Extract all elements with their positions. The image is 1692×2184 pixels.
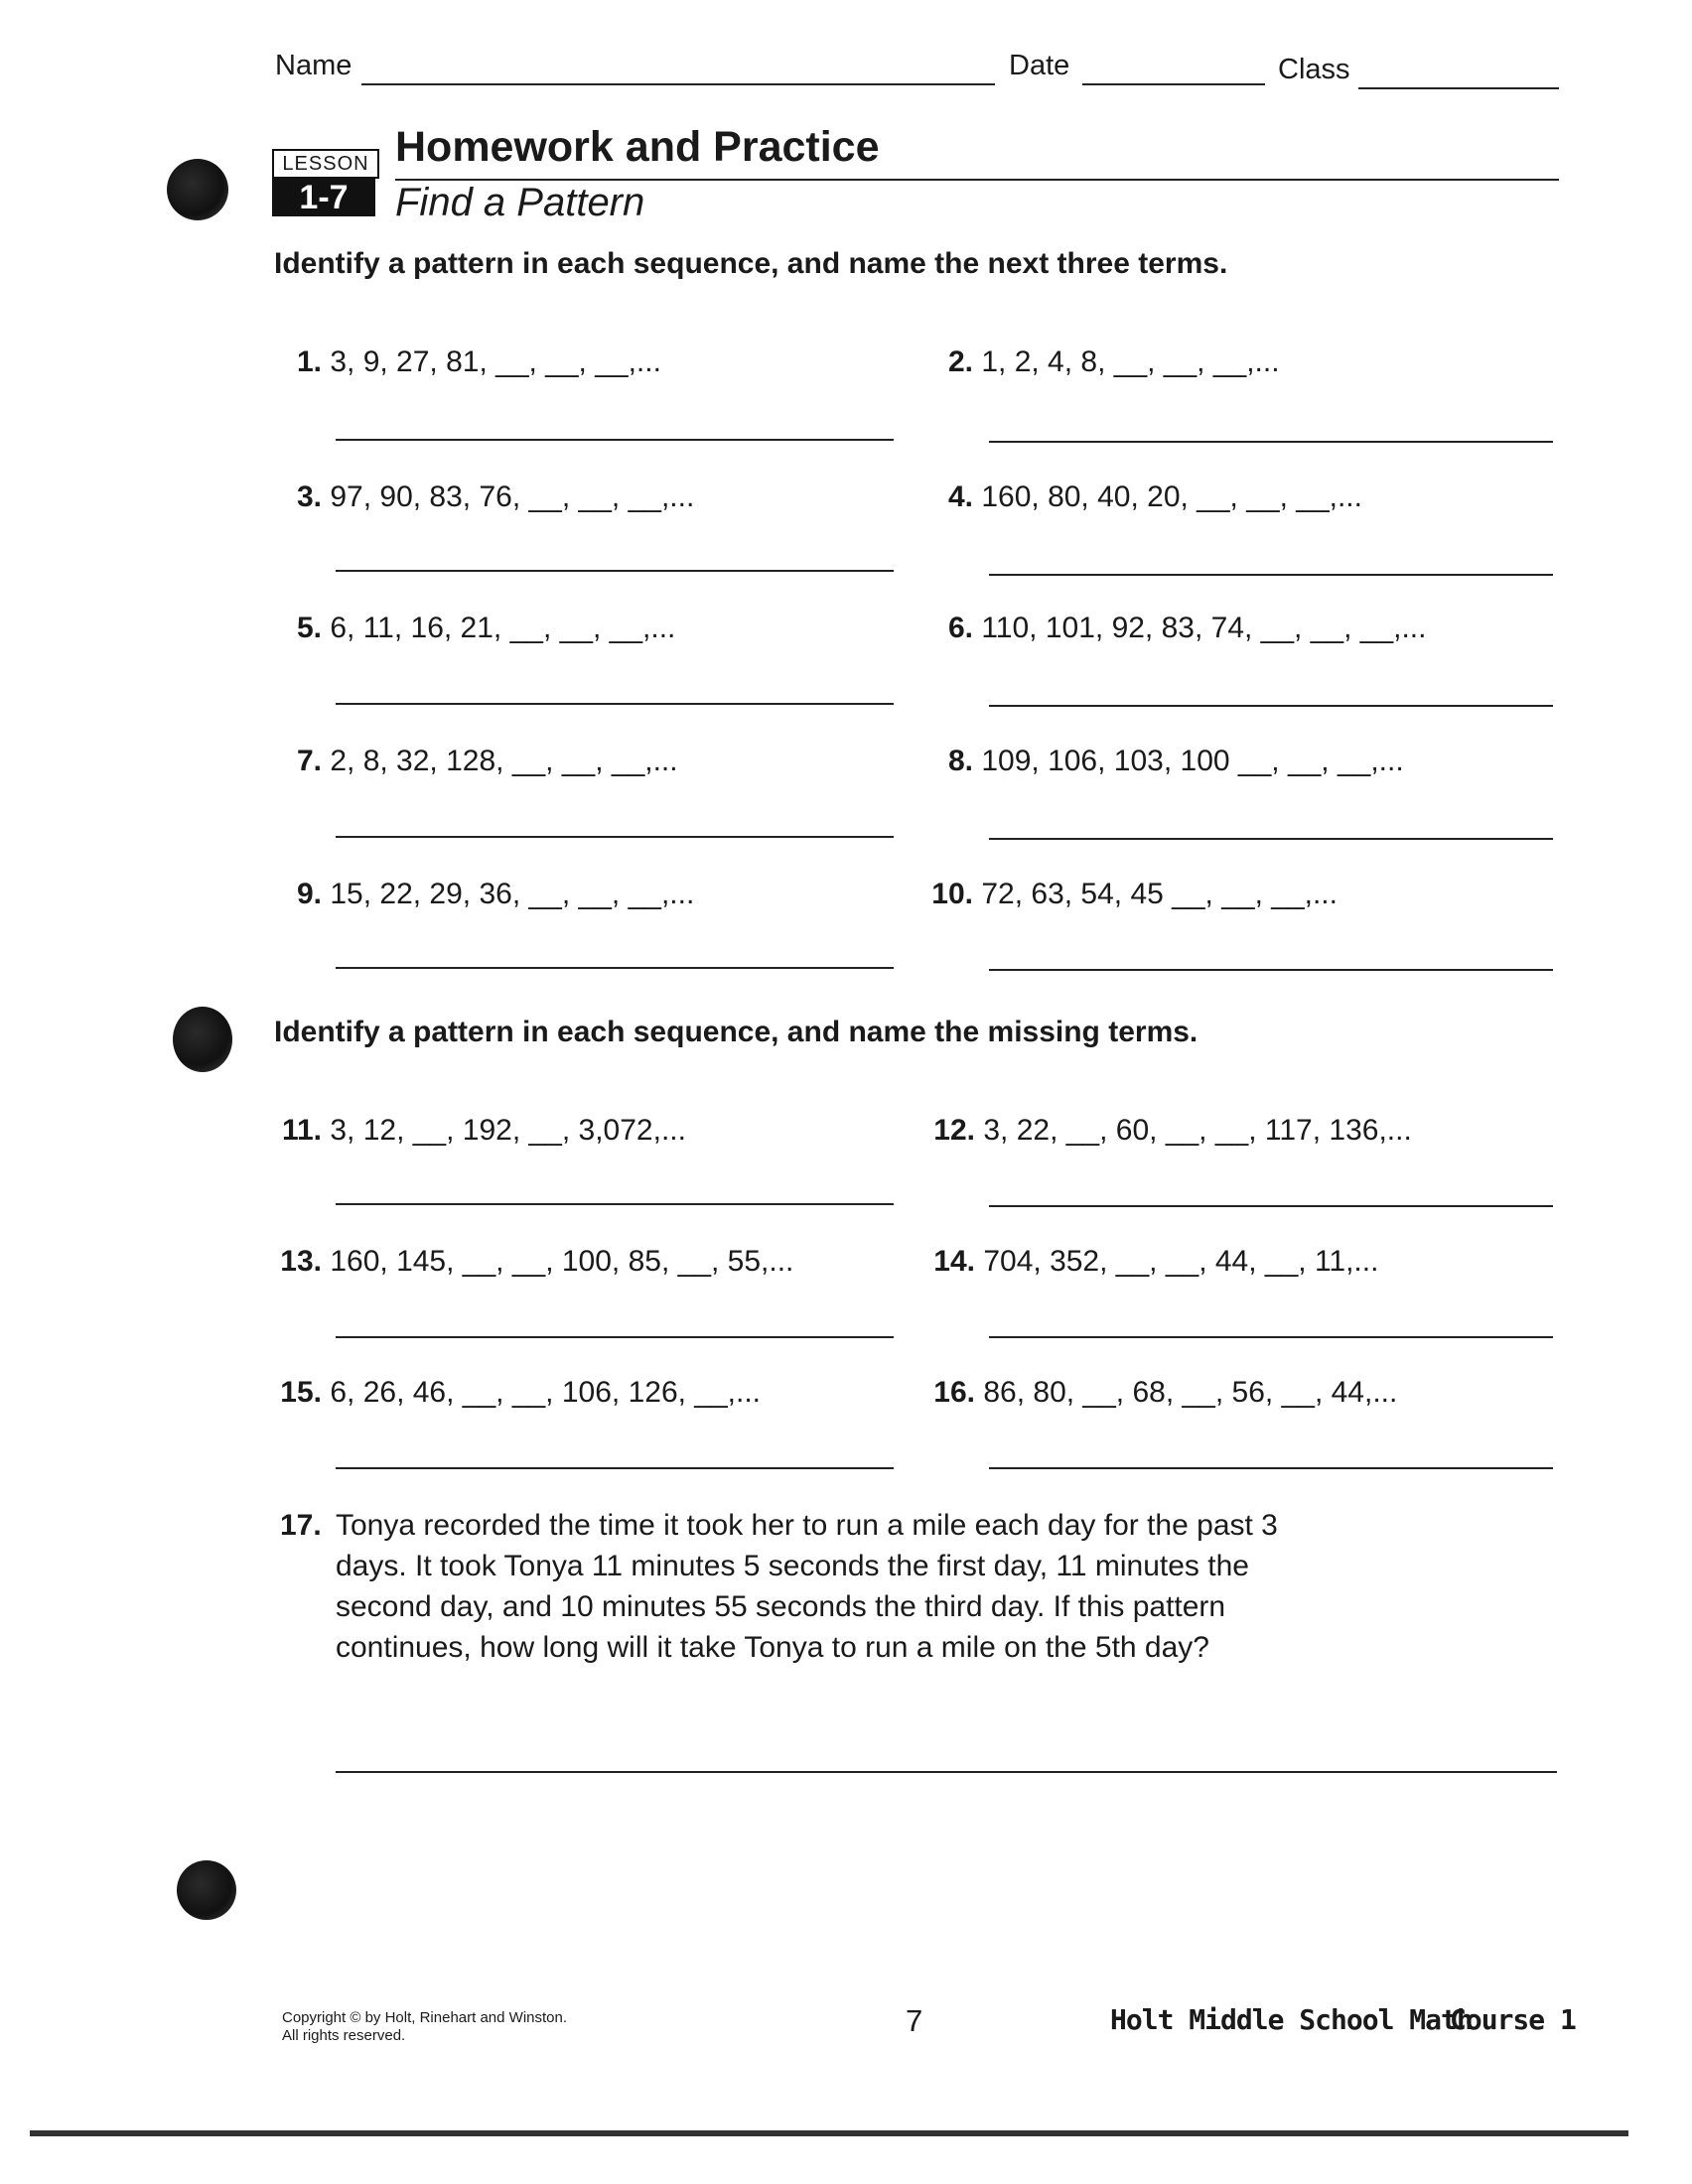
problem-text: 6, 26, 46, __, __, 106, 126, __,... (330, 1376, 762, 1409)
answer-line-7[interactable] (336, 836, 894, 838)
copyright-line-2: All rights reserved. (282, 2027, 406, 2044)
problem-text: 6, 11, 16, 21, __, __, __,... (330, 612, 676, 644)
problem-text: 15, 22, 29, 36, __, __, __,... (330, 878, 695, 910)
problem-number: 15. (280, 1376, 322, 1409)
problem-text: 86, 80, __, 68, __, 56, __, 44,... (983, 1376, 1398, 1409)
problem-number: 7. (296, 745, 322, 777)
problem-number: 5. (296, 612, 322, 644)
page-number: 7 (906, 2003, 923, 2038)
answer-line-2[interactable] (989, 441, 1553, 443)
problem-6 (933, 612, 1426, 645)
page-subtitle: Find a Pattern (395, 181, 645, 224)
problem-text: 160, 80, 40, 20, __, __, __,... (981, 480, 1362, 513)
course-label: Course 1 (1450, 2003, 1576, 2036)
problem-number: 3. (296, 480, 322, 513)
answer-line-3[interactable] (336, 570, 894, 572)
answer-line-11[interactable] (336, 1203, 894, 1205)
problem-number: 12. (933, 1114, 975, 1147)
problem-number: 17. (280, 1509, 322, 1542)
problem-2 (933, 345, 1280, 379)
answer-line-16[interactable] (989, 1467, 1553, 1469)
problem-number: 6. (947, 612, 973, 644)
problem-16 (927, 1376, 1397, 1410)
punch-hole-top (167, 159, 228, 220)
date-field[interactable] (1082, 83, 1265, 85)
class-field[interactable] (1358, 87, 1559, 89)
scan-edge-bar (30, 2130, 1628, 2136)
problem-text: Tonya recorded the time it took her to run a mile each day for the past 3 days. It took Tonya 11 minutes 5 seconds the first day, 11 minutes the second day, and 10 minutes 55 seconds the third day. If this pattern continues, how long will it take Tonya to run a mile on the 5th day? (336, 1509, 1278, 1664)
problem-text: 704, 352, __, __, 44, __, 11,... (983, 1245, 1379, 1278)
problem-15 (274, 1376, 761, 1410)
problem-17 (280, 1505, 1323, 1668)
problem-text: 2, 8, 32, 128, __, __, __,... (330, 745, 678, 777)
answer-line-10[interactable] (989, 969, 1553, 971)
problem-5 (282, 612, 675, 645)
problem-1 (282, 345, 661, 379)
answer-line-12[interactable] (989, 1205, 1553, 1207)
problem-text: 160, 145, __, __, 100, 85, __, 55,... (330, 1245, 794, 1278)
punch-hole-bottom (177, 1860, 236, 1920)
problem-number: 13. (280, 1245, 322, 1278)
date-label: Date (1009, 50, 1070, 81)
answer-line-17[interactable] (336, 1771, 1557, 1773)
problem-text: 109, 106, 103, 100 __, __, __,... (981, 745, 1404, 777)
section2-instruction: Identify a pattern in each sequence, and name the missing terms. (274, 1016, 1198, 1048)
problem-number: 16. (933, 1376, 975, 1409)
copyright (282, 2009, 567, 2045)
section1-instruction: Identify a pattern in each sequence, and name the next three terms. (274, 247, 1228, 280)
problem-7 (282, 745, 678, 778)
problem-text: 110, 101, 92, 83, 74, __, __, __,... (981, 612, 1427, 644)
class-label: Class (1278, 54, 1350, 85)
problem-number: 4. (947, 480, 973, 513)
problem-text: 3, 9, 27, 81, __, __, __,... (330, 345, 661, 378)
problem-text: 3, 22, __, 60, __, __, 117, 136,... (983, 1114, 1412, 1147)
problem-3 (282, 480, 694, 514)
problem-13 (274, 1245, 793, 1279)
punch-hole-middle (173, 1007, 232, 1072)
book-title: Holt Middle School Math (1110, 2003, 1473, 2036)
problem-9 (282, 878, 694, 911)
problem-number: 8. (947, 745, 973, 777)
name-label: Name (275, 50, 352, 81)
page-title: Homework and Practice (395, 123, 880, 171)
problem-number: 11. (281, 1114, 322, 1147)
answer-line-9[interactable] (336, 967, 894, 969)
problem-number: 14. (933, 1245, 975, 1278)
problem-11 (274, 1114, 686, 1148)
answer-line-8[interactable] (989, 838, 1553, 840)
answer-line-13[interactable] (336, 1336, 894, 1338)
problem-text: 97, 90, 83, 76, __, __, __,... (330, 480, 695, 513)
answer-line-14[interactable] (989, 1336, 1553, 1338)
answer-line-4[interactable] (989, 574, 1553, 576)
problem-text: 72, 63, 54, 45 __, __, __,... (981, 878, 1338, 910)
problem-14 (927, 1245, 1378, 1279)
problem-8 (933, 745, 1404, 778)
name-field[interactable] (361, 83, 995, 85)
problem-number: 2. (947, 345, 973, 378)
answer-line-15[interactable] (336, 1467, 894, 1469)
problem-number: 10. (931, 878, 973, 910)
problem-10 (917, 878, 1338, 911)
problem-text: 3, 12, __, 192, __, 3,072,... (330, 1114, 686, 1147)
lesson-badge-label: LESSON (272, 149, 379, 179)
problem-number: 1. (296, 345, 322, 378)
lesson-badge-number: 1-7 (272, 179, 375, 216)
problem-12 (927, 1114, 1412, 1148)
problem-text: 1, 2, 4, 8, __, __, __,... (981, 345, 1280, 378)
problem-number: 9. (296, 878, 322, 910)
copyright-line-1: Copyright © by Holt, Rinehart and Winston. (282, 2009, 568, 2026)
answer-line-6[interactable] (989, 705, 1553, 707)
answer-line-1[interactable] (336, 439, 894, 441)
answer-line-5[interactable] (336, 703, 894, 705)
problem-4 (933, 480, 1362, 514)
